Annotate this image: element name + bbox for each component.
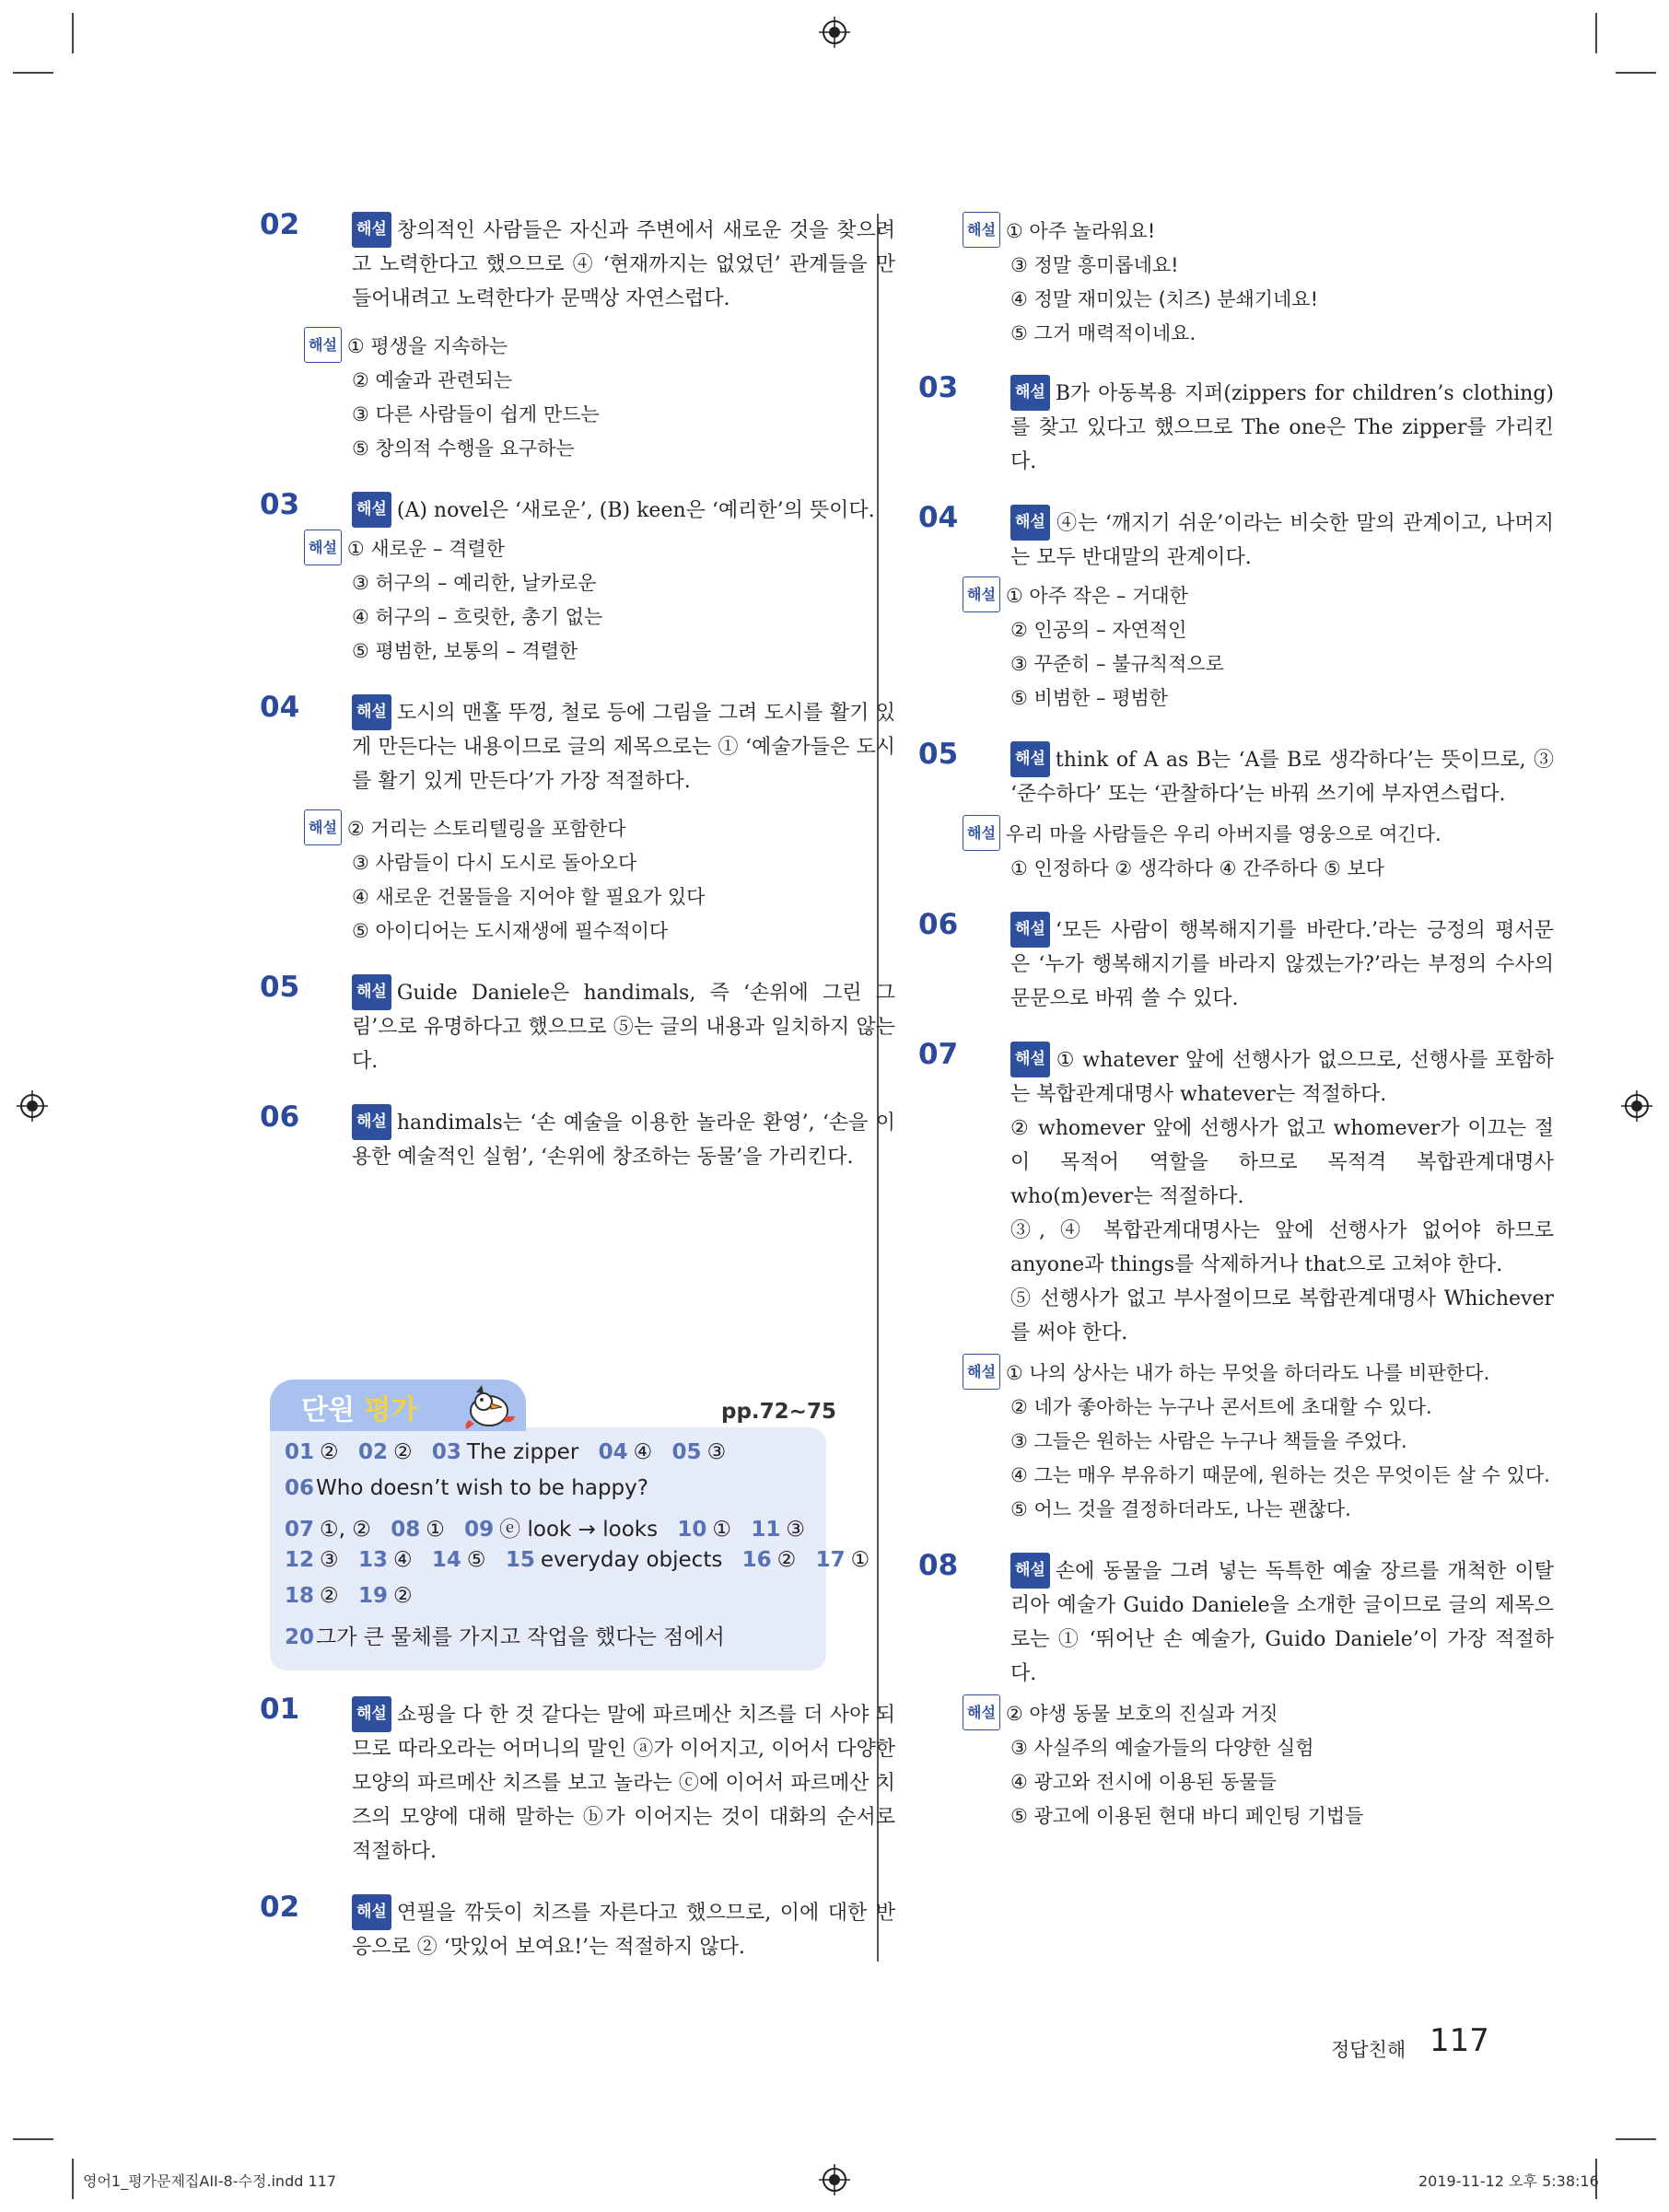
choice-translations [963, 576, 1554, 716]
explanation-badge: 해설 [963, 815, 1000, 851]
explanation-badge: 해설 [963, 576, 1000, 612]
explanation-text: 창의적인 사람들은 자신과 주변에서 새로운 것을 찾으려고 노력한다고 했으므로 ④ ‘현재까지는 없었던’ 관계들을 만들어내려고 노력한다가 문맥상 자연스럽다. [352, 219, 895, 310]
choice-line: ② 거리는 스토리텔링을 포함한다 [346, 818, 626, 840]
registration-mark-icon [17, 1090, 48, 1122]
question-02 [260, 208, 895, 466]
explanation-text: ⑤ 선행사가 없고 부사절이므로 복합관계대명사 Whichever를 써야 한다. [1010, 1287, 1554, 1345]
file-slug: 영어1_평가문제집AII-8-수정.indd 117 [83, 2172, 337, 2190]
explanation-text: handimals는 ‘손 예술을 이용한 놀라운 환영’, ‘손을 이용한 예술적인 실험’, ‘손위에 창조하는 동물’을 가리킨다. [352, 1112, 895, 1169]
choice-line: ① 평생을 지속하는 [346, 335, 508, 357]
choice-line: ① 새로운 – 격렬한 [346, 538, 505, 560]
crop-mark [1616, 2138, 1656, 2140]
unit-evaluation-title: 단원 평가 [301, 1394, 418, 1426]
choice-line: ② 네가 좋아하는 누구나 콘서트에 초대할 수 있다. [1010, 1396, 1432, 1418]
crop-mark [13, 72, 53, 74]
crop-mark [72, 13, 74, 53]
answer-row: 06Who doesn’t wish to be happy? [285, 1476, 648, 1500]
answer-row: 18 ② 19 ② [285, 1584, 413, 1608]
explanation-badge: 해설 [304, 530, 342, 565]
choice-line: ④ 새로운 건물들을 지어야 할 필요가 있다 [352, 886, 706, 908]
question-number: 02 [260, 1891, 300, 1924]
explanation-text: Guide Daniele은 handimals, 즉 ‘손위에 그린 그림’으로 유명하다고 했으므로 ⑤는 글의 내용과 일치하지 않는다. [352, 982, 895, 1073]
choice-line: ⑤ 창의적 수행을 요구하는 [352, 437, 575, 460]
left-column-bottom [260, 1693, 895, 1990]
crop-mark [1595, 13, 1597, 53]
crop-mark [13, 2138, 53, 2140]
unit-evaluation-tab [270, 1380, 526, 1431]
explanation-badge: 해설 [352, 974, 391, 1010]
explanation-text: ‘모든 사람이 행복해지기를 바란다.’라는 긍정의 평서문은 ‘누가 행복해지기를 바라지 않겠는가?’라는 부정의 수사의문문으로 바꿔 쓸 수 있다. [1010, 919, 1554, 1010]
choice-line: ③ 허구의 – 예리한, 날카로운 [352, 572, 597, 594]
choice-translations [304, 809, 895, 949]
choice-translations [963, 212, 1554, 351]
question-number: 04 [260, 691, 300, 724]
crop-mark [1616, 72, 1656, 74]
choice-line: ⑤ 그거 매력적이네요. [1010, 322, 1196, 344]
choice-line: 우리 마을 사람들은 우리 아버지를 영웅으로 여긴다. [1005, 823, 1441, 845]
question-04 [260, 691, 895, 949]
footer-label: 정답친해 [1331, 2039, 1406, 2061]
explanation-text: think of A as B는 ‘A를 B로 생각하다’는 뜻이므로, ③ ‘준수하다’ 또는 ‘관찰하다’는 바꿔 쓰기에 부자연스럽다. [1010, 749, 1554, 806]
question-06 [918, 908, 1554, 1016]
page-number: 117 [1430, 2022, 1489, 2059]
explanation-badge: 해설 [352, 212, 391, 248]
choice-translations [963, 815, 1554, 886]
choice-line: ③ 사람들이 다시 도시로 돌아오다 [352, 852, 637, 874]
explanation-badge: 해설 [963, 212, 1000, 248]
question-number: 04 [918, 501, 959, 534]
explanation-text: 연필을 깎듯이 치즈를 자른다고 했으므로, 이에 대한 반응으로 ② ‘맛있어 보여요!’는 적절하지 않다. [352, 1902, 895, 1959]
explanation-text: (A) novel은 ‘새로운’, (B) keen은 ‘예리한’의 뜻이다. [396, 499, 875, 522]
answer-row: 01 ② 02 ② 03 The zipper 04 ④ 05 ③ [285, 1440, 727, 1464]
choice-translations [963, 1694, 1554, 1834]
explanation-badge: 해설 [1010, 505, 1050, 541]
question-05 [260, 971, 895, 1078]
crop-mark [72, 2159, 74, 2199]
choice-line: ④ 정말 재미있는 (치즈) 분쇄기네요! [1010, 288, 1319, 310]
question-02 [260, 1891, 895, 1964]
registration-mark-icon [1621, 1090, 1652, 1122]
choice-line: ② 인공의 – 자연적인 [1010, 619, 1187, 641]
explanation-badge: 해설 [352, 492, 391, 528]
answer-row: 20그가 큰 물체를 가지고 작업을 했다는 점에서 [285, 1625, 725, 1649]
question-number: 08 [918, 1549, 959, 1582]
question-number: 02 [260, 208, 300, 241]
question-03 [918, 371, 1554, 479]
right-column [918, 212, 1554, 1859]
left-column [260, 208, 895, 1200]
explanation-badge: 해설 [963, 1694, 1000, 1730]
choice-translations [304, 530, 895, 669]
question-number: 07 [918, 1038, 959, 1071]
explanation-text: ③, ④ 복합관계대명사는 앞에 선행사가 없어야 하므로 anyone과 things를 삭제하거나 that으로 고쳐야 한다. [1010, 1219, 1554, 1276]
choice-translations [304, 327, 895, 466]
explanation-badge: 해설 [304, 809, 342, 845]
question-06 [260, 1100, 895, 1174]
choice-line: ⑤ 평범한, 보통의 – 격렬한 [352, 640, 578, 662]
choice-line: ③ 다른 사람들이 쉽게 만드는 [352, 403, 600, 425]
date-slug: 2019-11-12 오후 5:38:16 [1418, 2172, 1599, 2190]
choice-line: ② 야생 동물 보호의 진실과 거짓 [1005, 1703, 1278, 1725]
choice-translations [963, 1354, 1554, 1527]
explanation-badge: 해설 [1010, 912, 1050, 948]
registration-mark-icon [819, 17, 850, 48]
question-03 [260, 488, 895, 669]
choice-line: ④ 허구의 – 흐릿한, 총기 없는 [352, 606, 603, 628]
explanation-text: ① whatever 앞에 선행사가 없으므로, 선행사를 포함하는 복합관계대명사 whatever는 적절하다. [1010, 1049, 1554, 1106]
question-number: 03 [918, 371, 959, 404]
question-05 [918, 738, 1554, 886]
choice-line: ⑤ 아이디어는 도시재생에 필수적이다 [352, 920, 669, 942]
explanation-badge: 해설 [352, 1696, 391, 1732]
explanation-badge: 해설 [963, 1354, 1000, 1390]
question-07 [918, 1038, 1554, 1527]
choice-line: ④ 그는 매우 부유하기 때문에, 원하는 것은 무엇이든 살 수 있다. [1010, 1464, 1550, 1486]
explanation-text: ② whomever 앞에 선행사가 없고 whomever가 이끄는 절이 목적어 역할을 하므로 목적격 복합관계대명사 who(m)ever는 적절하다. [1010, 1117, 1554, 1208]
choice-line: ③ 꾸준히 – 불규칙적으로 [1010, 653, 1224, 675]
explanation-badge: 해설 [352, 1894, 391, 1930]
choice-line: ⑤ 어느 것을 결정하더라도, 나는 괜찮다. [1010, 1498, 1351, 1520]
question-number: 06 [918, 908, 959, 941]
question-number: 06 [260, 1100, 300, 1134]
question-08 [918, 1549, 1554, 1834]
explanation-text: B가 아동복용 지퍼(zippers for children’s clothing)를 찾고 있다고 했으므로 The one은 The zipper를 가리킨다. [1010, 382, 1554, 473]
question-01 [260, 1693, 895, 1869]
explanation-badge: 해설 [352, 694, 391, 730]
choice-line: ③ 그들은 원하는 사람은 누구나 책들을 주었다. [1010, 1430, 1407, 1452]
registration-mark-icon [819, 2164, 850, 2195]
choice-line: ① 아주 놀라워요! [1005, 220, 1156, 242]
explanation-badge: 해설 [304, 327, 342, 363]
explanation-text: 쇼핑을 다 한 것 같다는 말에 파르메산 치즈를 더 사야 되므로 따라오라는 어머니의 말인 ⓐ가 이어지고, 이어서 다양한 모양의 파르메산 치즈를 보고 놀라는 ⓒ에 이어서 파르메산 치즈의 모양에 대해 말하는 ⓑ가 이어지는 것이 대화의 순서로 적절하다. [352, 1704, 895, 1863]
answer-row: 07 ①, ② 08 ① 09 ⓔ look → looks 10 ① 11 ③ [285, 1518, 805, 1542]
question-number: 03 [260, 488, 300, 521]
answer-row: 12 ③ 13 ④ 14 ⑤ 15 everyday objects 16 ② 17 ① [285, 1548, 870, 1572]
explanation-badge: 해설 [1010, 1042, 1050, 1077]
choice-line: ① 나의 상사는 내가 하는 무엇을 하더라도 나를 비판한다. [1005, 1362, 1490, 1384]
choice-line: ② 예술과 관련되는 [352, 369, 513, 391]
choice-line: ⑤ 비범한 – 평범한 [1010, 687, 1169, 709]
explanation-text: 손에 동물을 그려 넣는 독특한 예술 장르를 개척한 이탈리아 예술가 Guido Daniele을 소개한 글이므로 글의 제목으로는 ① ‘뛰어난 손 예술가, Guido Daniele’이 가장 적절하다. [1010, 1560, 1554, 1685]
explanation-badge: 해설 [1010, 1553, 1050, 1589]
choice-line: ③ 정말 흥미롭네요! [1010, 254, 1179, 276]
explanation-badge: 해설 [1010, 375, 1050, 411]
choice-line: ④ 광고와 전시에 이용된 동물들 [1010, 1771, 1277, 1793]
question-04 [918, 501, 1554, 716]
choice-line: ③ 사실주의 예술가들의 다양한 실험 [1010, 1737, 1314, 1759]
explanation-text: ④는 ‘깨지기 쉬운’이라는 비슷한 말의 관계이고, 나머지는 모두 반대말의 관계이다. [1010, 512, 1554, 569]
explanation-text: 도시의 맨홀 뚜껑, 철로 등에 그림을 그려 도시를 활기 있게 만든다는 내용이므로 글의 제목으로는 ① ‘예술가들은 도시를 활기 있게 만든다’가 가장 적절하다. [352, 702, 895, 793]
choice-line: ① 인정하다 ② 생각하다 ④ 간주하다 ⑤ 보다 [1010, 857, 1385, 879]
unit-evaluation-pages: pp.72~75 [721, 1400, 836, 1424]
answer-key-panel [270, 1427, 870, 1671]
choice-line: ⑤ 광고에 이용된 현대 바디 페인팅 기법들 [1010, 1805, 1364, 1827]
question-number: 05 [918, 738, 959, 771]
question-number: 05 [260, 971, 300, 1004]
explanation-badge: 해설 [1010, 741, 1050, 777]
bird-mascot-icon [456, 1380, 520, 1431]
explanation-badge: 해설 [352, 1104, 391, 1140]
choice-line: ① 아주 작은 – 거대한 [1005, 585, 1188, 607]
question-number: 01 [260, 1693, 300, 1726]
